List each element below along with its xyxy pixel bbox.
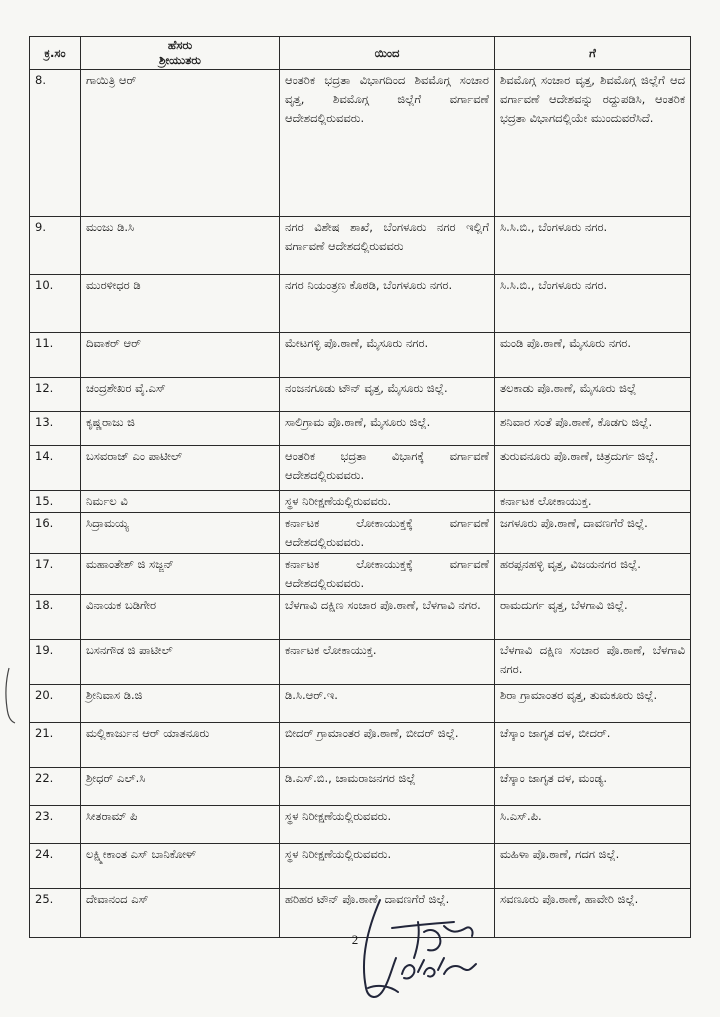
cell-to: ಮಂಡಿ ಪೊ.ಠಾಣೆ, ಮೈಸೂರು ನಗರ. [495,333,691,378]
cell-to: ಶಿರಾ ಗ್ರಾಮಾಂತರ ವೃತ್ತ, ತುಮಕೂರು ಜಿಲ್ಲೆ. [495,685,691,723]
cell-from: ನಗರ ವಿಶೇಷ ಶಾಖೆ, ಬೆಂಗಳೂರು ನಗರ ಇಲ್ಲಿಗೆ ವರ್ಗಾವಣೆ ಆದೇಶದಲ್ಲಿರುವವರು [280,217,495,275]
table-row [30,685,691,723]
cell-to: ಸಿ.ಸಿ.ಬಿ., ಬೆಂಗಳೂರು ನಗರ. [495,217,691,275]
cell-serial: 22. [30,768,81,806]
cell-to: ಶನಿವಾರ ಸಂತೆ ಪೊ.ಠಾಣೆ, ಕೊಡಗು ಜಿಲ್ಲೆ. [495,412,691,446]
cell-serial: 13. [30,412,81,446]
cell-from: ಸ್ಥಳ ನಿರೀಕ್ಷಣೆಯಲ್ಲಿರುವವರು. [280,491,495,513]
cell-from: ಕರ್ನಾಟಕ ಲೋಕಾಯುಕ್ತಕ್ಕೆ ವರ್ಗಾವಣೆ ಆದೇಶದಲ್ಲಿರುವವರು. [280,513,495,554]
cell-from: ನಗರ ನಿಯಂತ್ರಣ ಕೊಠಡಿ, ಬೆಂಗಳೂರು ನಗರ. [280,275,495,333]
cell-serial: 18. [30,595,81,640]
cell-from: ಸ್ಥಳ ನಿರೀಕ್ಷಣೆಯಲ್ಲಿರುವವರು. [280,844,495,889]
cell-serial: 17. [30,554,81,595]
table-row [30,554,691,595]
cell-serial: 16. [30,513,81,554]
header-name-line1: ಹೆಸರು [167,38,193,52]
cell-from: ಹರಿಹರ ಟೌನ್ ಪೊ.ಠಾಣೆ, ದಾವಣಗೆರೆ ಜಿಲ್ಲೆ. [280,889,495,938]
header-from: ಯಿಂದ [280,37,495,70]
cell-name: ನಿರ್ಮಲ ವಿ [81,491,280,513]
cell-from: ಬೀದರ್ ಗ್ರಾಮಾಂತರ ಪೊ.ಠಾಣೆ, ಬೀದರ್ ಜಿಲ್ಲೆ. [280,723,495,768]
cell-serial: 19. [30,640,81,685]
handwritten-signature [358,888,488,1006]
header-to: ಗೆ [495,37,691,70]
cell-to: ತಲಕಾಡು ಪೊ.ಠಾಣೆ, ಮೈಸೂರು ಜಿಲ್ಲೆ [495,378,691,412]
cell-from: ಕರ್ನಾಟಕ ಲೋಕಾಯುಕ್ತಕ್ಕೆ ವರ್ಗಾವಣೆ ಆದೇಶದಲ್ಲಿರುವವರು. [280,554,495,595]
cell-name: ದೇವಾನಂದ ಎಸ್ [81,889,280,938]
cell-serial: 25. [30,889,81,938]
table-row [30,217,691,275]
cell-serial: 14. [30,446,81,491]
cell-name: ಮುರಳೀಧರ ಡಿ [81,275,280,333]
table-row [30,595,691,640]
page-number: 2 [351,932,359,947]
cell-name: ಗಾಯಿತ್ರಿ ಆರ್ [81,70,280,217]
header-name [81,37,280,70]
cell-to: ಸಿ.ಎಸ್.ಪಿ. [495,806,691,844]
table-row [30,640,691,685]
cell-to: ಬೆಳಗಾವಿ ದಕ್ಷಿಣ ಸಂಚಾರ ಪೊ.ಠಾಣೆ, ಬೆಳಗಾವಿ ನಗರ. [495,640,691,685]
table-row [30,844,691,889]
cell-serial: 20. [30,685,81,723]
cell-serial: 23. [30,806,81,844]
cell-to: ಮಹಿಳಾ ಪೊ.ಠಾಣೆ, ಗದಗ ಜಿಲ್ಲೆ. [495,844,691,889]
cell-from: ಡಿ.ಸಿ.ಆರ್.ಇ. [280,685,495,723]
cell-name: ಮಹಾಂತೇಶ್ ಜಿ ಸಜ್ಜನ್ [81,554,280,595]
cell-to: ಚೆಸ್ಕಾಂ ಜಾಗೃತ ದಳ, ಮಂಡ್ಯ. [495,768,691,806]
margin-pen-mark [0,666,16,726]
table-row [30,70,691,217]
cell-to: ಶಿವಮೊಗ್ಗ ಸಂಚಾರ ವೃತ್ತ, ಶಿವಮೊಗ್ಗ ಜಿಲ್ಲೆಗೆ ಆದ ವರ್ಗಾವಣೆ ಆದೇಶವನ್ನು ರದ್ದುಪಡಿಸಿ, ಆಂತರಿಕ ಭದ್ರತಾ ವಿಭಾಗದಲ್ಲಿಯೇ ಮುಂದುವರೆಸಿದೆ. [495,70,691,217]
cell-from: ನಂಜನಗೂಡು ಟೌನ್ ವೃತ್ತ, ಮೈಸೂರು ಜಿಲ್ಲೆ. [280,378,495,412]
table-row [30,723,691,768]
cell-from: ಆಂತರಿಕ ಭದ್ರತಾ ವಿಭಾಗಕ್ಕೆ ವರ್ಗಾವಣೆ ಆದೇಶದಲ್ಲಿರುವವರು. [280,446,495,491]
cell-name: ವಿನಾಯಕ ಬಡಿಗೇರ [81,595,280,640]
cell-name: ಶ್ರೀನಿವಾಸ ಡಿ.ಜಿ [81,685,280,723]
cell-from: ಸ್ಥಳ ನಿರೀಕ್ಷಣೆಯಲ್ಲಿರುವವರು. [280,806,495,844]
cell-to: ಕರ್ನಾಟಕ ಲೋಕಾಯುಕ್ತ. [495,491,691,513]
cell-serial: 15. [30,491,81,513]
header-serial: ಕ್ರ.ಸಂ [30,37,81,70]
cell-to: ಹರಪ್ಪನಹಳ್ಳಿ ವೃತ್ತ, ವಿಜಯನಗರ ಜಿಲ್ಲೆ. [495,554,691,595]
table-row [30,412,691,446]
cell-name: ಬಸನಗೌಡ ಜಿ ಪಾಟೀಲ್ [81,640,280,685]
cell-serial: 11. [30,333,81,378]
cell-serial: 12. [30,378,81,412]
cell-from: ಸಾಲಿಗ್ರಾಮ ಪೊ.ಠಾಣೆ, ಮೈಸೂರು ಜಿಲ್ಲೆ. [280,412,495,446]
cell-serial: 8. [30,70,81,217]
table-row [30,275,691,333]
cell-name: ಸೀತರಾಮ್ ಪಿ [81,806,280,844]
cell-to: ರಾಮದುರ್ಗ ವೃತ್ತ, ಬೆಳಗಾವಿ ಜಿಲ್ಲೆ. [495,595,691,640]
cell-from: ಮೇಟಗಳ್ಳಿ ಪೊ.ಠಾಣೆ, ಮೈಸೂರು ನಗರ. [280,333,495,378]
header-name-line2: ಶ್ರೀಯುತರು [159,53,201,67]
table-row [30,491,691,513]
cell-name: ಲಕ್ಷ್ಮೀಕಾಂತ ಎಸ್ ಬಾನಿಕೋಳ್ [81,844,280,889]
cell-name: ಬಸವರಾಜ್ ಎಂ ಪಾಟೀಲ್ [81,446,280,491]
cell-serial: 21. [30,723,81,768]
cell-to: ಸಿ.ಸಿ.ಬಿ., ಬೆಂಗಳೂರು ನಗರ. [495,275,691,333]
table-row [30,378,691,412]
cell-name: ಕೃಷ್ಣರಾಜು ಜಿ [81,412,280,446]
cell-to: ಚೆಸ್ಕಾಂ ಜಾಗೃತ ದಳ, ಬೀದರ್. [495,723,691,768]
cell-from: ಕರ್ನಾಟಕ ಲೋಕಾಯುಕ್ತ. [280,640,495,685]
cell-serial: 10. [30,275,81,333]
cell-name: ಚಂದ್ರಶೇಖರ ವೈ.ಎಸ್ [81,378,280,412]
table-row [30,513,691,554]
cell-to: ಸವಣೂರು ಪೊ.ಠಾಣೆ, ಹಾವೇರಿ ಜಿಲ್ಲೆ. [495,889,691,938]
table-row [30,333,691,378]
cell-name: ಶ್ರೀಧರ್ ಎಲ್.ಸಿ [81,768,280,806]
table-row [30,768,691,806]
table-row [30,806,691,844]
table-header-row [30,37,691,70]
cell-to: ತುರುವನೂರು ಪೊ.ಠಾಣೆ, ಚಿತ್ರದುರ್ಗ ಜಿಲ್ಲೆ. [495,446,691,491]
cell-from: ಡಿ.ಎಸ್.ಬಿ., ಚಾಮರಾಜನಗರ ಜಿಲ್ಲೆ [280,768,495,806]
cell-from: ಬೆಳಗಾವಿ ದಕ್ಷಿಣ ಸಂಚಾರ ಪೊ.ಠಾಣೆ, ಬೆಳಗಾವಿ ನಗರ. [280,595,495,640]
transfer-table [29,36,691,938]
cell-name: ದಿವಾಕರ್ ಆರ್ [81,333,280,378]
table-row [30,446,691,491]
cell-name: ಸಿದ್ರಾಮಯ್ಯ [81,513,280,554]
cell-name: ಮಲ್ಲಿಕಾರ್ಜುನ ಆರ್ ಯಾತನೂರು [81,723,280,768]
cell-name: ಮಂಜು ಡಿ.ಸಿ [81,217,280,275]
cell-from: ಆಂತರಿಕ ಭದ್ರತಾ ವಿಭಾಗದಿಂದ ಶಿವಮೊಗ್ಗ ಸಂಚಾರ ವೃತ್ತ, ಶಿವಮೊಗ್ಗ ಜಿಲ್ಲೆಗೆ ವರ್ಗಾವಣೆ ಆದೇಶದಲ್ಲಿರುವವರು. [280,70,495,217]
cell-serial: 24. [30,844,81,889]
cell-to: ಜಗಳೂರು ಪೊ.ಠಾಣೆ, ದಾವಣಗೆರೆ ಜಿಲ್ಲೆ. [495,513,691,554]
cell-serial: 9. [30,217,81,275]
